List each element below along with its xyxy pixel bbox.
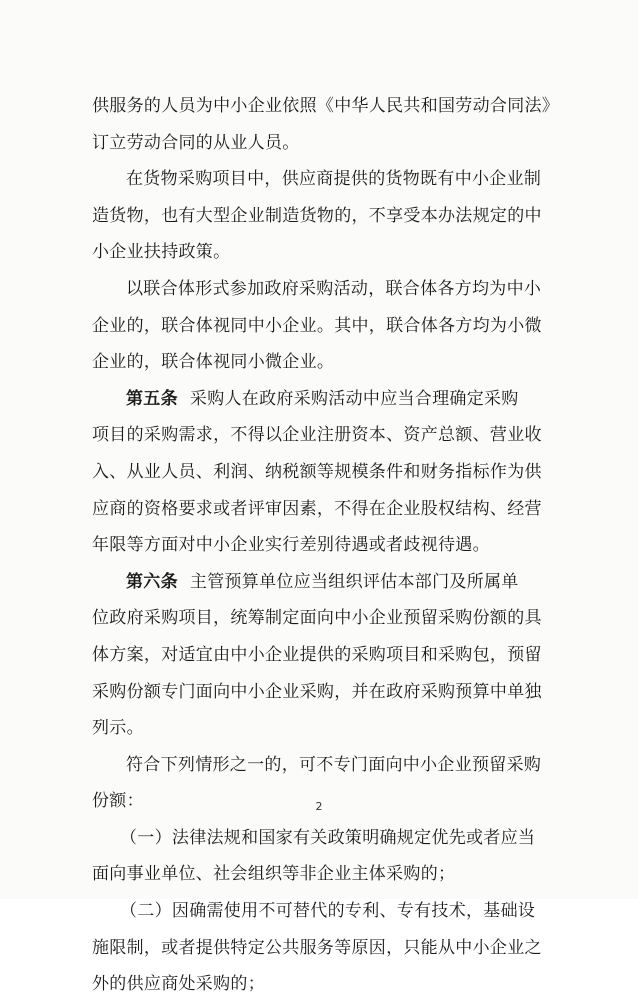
article-text: 主管预算单位应当组织评估本部门及所属单 [189, 571, 519, 592]
article-5-heading-line [92, 381, 552, 418]
article-number: 第五条 [126, 388, 178, 409]
text-line: 企业的，联合体视同中小企业。其中，联合体各方均为小微 [92, 315, 542, 336]
text-line: 以联合体形式参加政府采购活动，联合体各方均为中小 [126, 278, 542, 299]
page-number: 2 [315, 800, 323, 813]
text-line: 位政府采购项目，统筹制定面向中小企业预留采购份额的具 [92, 608, 542, 629]
text-line: 应商的资格要求或者评审因素，不得在企业股权结构、经营 [92, 498, 542, 519]
text-line: 企业的，联合体视同小微企业。 [92, 352, 335, 373]
text-line: 外的供应商处采购的； [92, 974, 265, 995]
text-line: 份额： [92, 791, 144, 812]
text-line: 在货物采购项目中，供应商提供的货物既有中小企业制 [126, 169, 542, 190]
text-line: 供服务的人员为中小企业依照《中华人民共和国劳动合同法》 [92, 96, 560, 116]
document-body [92, 88, 560, 1003]
list-item-2: （二）因确需使用不可替代的专利、专有技术，基础设 [120, 901, 536, 922]
text-line: 列示。 [92, 718, 144, 739]
text-line: 采购份额专门面向中小企业采购，并在政府采购预算中单独 [92, 681, 542, 702]
text-line: 施限制，或者提供特定公共服务等原因，只能从中小企业之 [92, 937, 542, 958]
text-line: 小企业扶持政策。 [92, 242, 231, 263]
article-number: 第六条 [126, 571, 178, 592]
text-line: 造货物，也有大型企业制造货物的，不享受本办法规定的中 [92, 205, 542, 226]
list-item-1: （一）法律法规和国家有关政策明确规定优先或者应当 [120, 827, 536, 848]
text-line: 项目的采购需求，不得以企业注册资本、资产总额、营业收 [92, 425, 542, 446]
text-line: 入、从业人员、利润、纳税额等规模条件和财务指标作为供 [92, 461, 542, 482]
text-line: 体方案，对适宜由中小企业提供的采购项目和采购包，预留 [92, 644, 542, 665]
text-line: 面向事业单位、社会组织等非企业主体采购的； [92, 864, 456, 885]
article-6-heading-line [92, 564, 552, 601]
text-line: 符合下列情形之一的，可不专门面向中小企业预留采购 [126, 754, 542, 775]
text-line: 订立劳动合同的从业人员。 [92, 132, 300, 153]
article-text: 采购人在政府采购活动中应当合理确定采购 [189, 388, 519, 409]
text-line: 年限等方面对中小企业实行差别待遇或者歧视待遇。 [92, 535, 490, 556]
